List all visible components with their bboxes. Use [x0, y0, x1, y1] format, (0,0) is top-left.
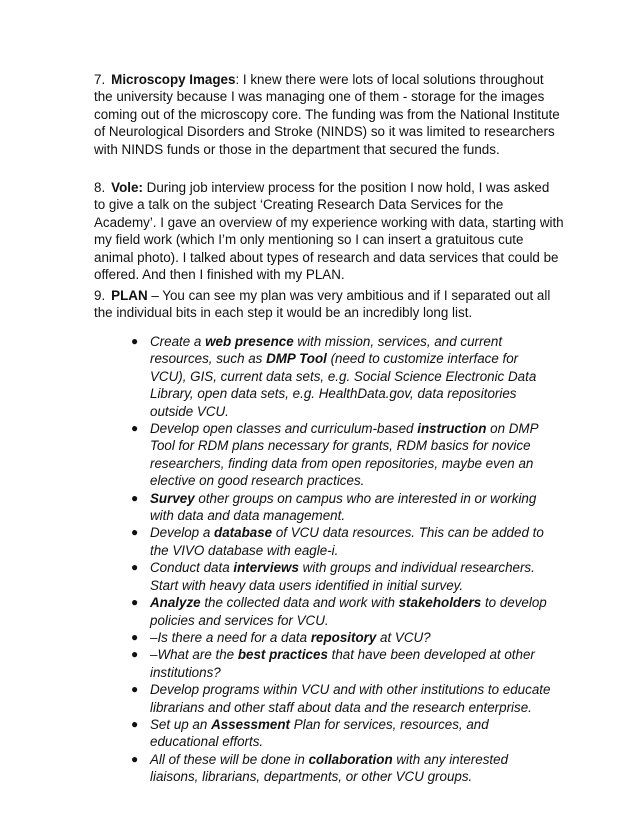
item-text: to develop policies and services for VCU. — [150, 595, 547, 628]
paragraph-7 — [94, 71, 564, 158]
emphasis-text: interviews — [233, 560, 299, 576]
paragraph-text: : I knew there were lots of local solutions throughout the university because I was managing one of them - storage for the images coming out of the microscopy core. The funding was from the National Institute of Neurological Disorders and Stroke (NINDS) so it was limited to researchers with NINDS funds or those in the department that secured the funds. — [94, 72, 560, 157]
paragraph-heading: Microscopy Images — [111, 72, 236, 87]
emphasis-text: Assessment — [211, 716, 290, 732]
item-text: Conduct data — [150, 560, 234, 576]
plan-list-item — [131, 629, 551, 646]
item-text: with mission, services, and current resources, such as — [150, 334, 503, 367]
emphasis-text: stakeholders — [398, 595, 482, 611]
paragraph-text: During job interview process for the position I now hold, I was asked to give a talk on the subject ‘Creating Research Data Services for the Academy’. I gave an overview of my experience working with data, starting with my field work (which I’m only mentioning so I can insert a gratuitous cute animal photo). I talked about types of research and data services that could be offered. And then I finished with my PLAN. — [94, 180, 564, 283]
paragraph-number: 9. — [94, 288, 106, 303]
bullet-icon: ● — [131, 595, 139, 610]
plan-list-item — [131, 681, 551, 716]
item-text: All of these will be done in — [150, 751, 309, 767]
emphasis-text: repository — [310, 629, 377, 645]
paragraph-9 — [94, 287, 564, 322]
bullet-icon: ● — [131, 716, 139, 731]
bullet-icon: ● — [131, 682, 139, 697]
bullet-icon: ● — [131, 525, 139, 540]
emphasis-text: web presence — [205, 334, 294, 349]
bullet-icon: ● — [131, 751, 139, 766]
bullet-icon: ● — [131, 490, 139, 505]
item-text: Develop open classes and curriculum-based — [150, 421, 418, 437]
paragraph-text: – You can see my plan was very ambitious and if I separated out all the individual bits in each step it would be an incredibly long list. — [94, 288, 551, 321]
emphasis-text: Survey — [150, 490, 195, 506]
emphasis-text: database — [214, 525, 273, 541]
plan-list-item — [131, 716, 551, 751]
paragraph-number: 8. — [94, 180, 106, 195]
item-text: Develop programs within VCU and with other institutions to educate librarians and other staff about data and the research enterprise. — [150, 682, 551, 715]
bullet-icon: ● — [131, 334, 139, 348]
emphasis-text: best practices — [237, 647, 328, 663]
item-text: Develop a — [150, 525, 215, 541]
item-text: that have been developed at other institutions? — [150, 647, 535, 680]
emphasis-text: instruction — [417, 421, 487, 437]
item-text: Set up an — [150, 716, 212, 732]
paragraph-heading: Vole: — [111, 180, 143, 195]
item-text: on DMP Tool for RDM plans necessary for grants, RDM basics for novice researchers, finding data from open repositories, maybe even an elective on good research practices. — [150, 421, 539, 489]
item-text: –What are the — [150, 647, 238, 663]
item-text: other groups on campus who are interested in or working with data and data management. — [150, 490, 537, 524]
bullet-icon: ● — [131, 560, 139, 575]
item-text: of VCU data resources. This can be added to the VIVO database with eagle-i. — [150, 525, 544, 558]
plan-list-item — [131, 524, 551, 559]
paragraph-8 — [94, 179, 564, 283]
emphasis-text: collaboration — [308, 751, 393, 767]
paragraph-heading: PLAN — [111, 288, 148, 303]
item-text: Plan for services, resources, and educational efforts. — [150, 716, 489, 750]
item-text: with groups and individual researchers. Start with heavy data users identified in initial survey. — [150, 560, 535, 593]
item-text: at VCU? — [376, 629, 431, 645]
plan-list-item — [131, 490, 551, 525]
bullet-icon: ● — [131, 647, 139, 662]
item-text: with any interested liaisons, librarians, departments, or other VCU groups. — [150, 751, 509, 785]
plan-list — [131, 333, 551, 786]
bullet-icon: ● — [131, 629, 139, 644]
plan-list-item — [131, 559, 551, 594]
bullet-icon: ● — [131, 421, 139, 436]
item-text: –Is there a need for a data — [150, 629, 311, 645]
item-text: (need to customize interface for VCU), GIS, current data sets, e.g. Social Science Electronic Data Library, open data sets, e.g. HealthData.gov, data repositories outside VCU. — [150, 351, 537, 419]
emphasis-text: DMP Tool — [266, 351, 327, 367]
emphasis-text: Analyze — [150, 595, 201, 611]
plan-list-item — [131, 420, 551, 490]
plan-list-item — [131, 646, 551, 681]
plan-list-item — [131, 594, 551, 629]
plan-list-item — [131, 751, 551, 786]
item-text: Create a — [150, 334, 206, 349]
item-text: the collected data and work with — [200, 595, 399, 611]
plan-list-item — [131, 333, 551, 420]
paragraph-number: 7. — [94, 72, 106, 87]
